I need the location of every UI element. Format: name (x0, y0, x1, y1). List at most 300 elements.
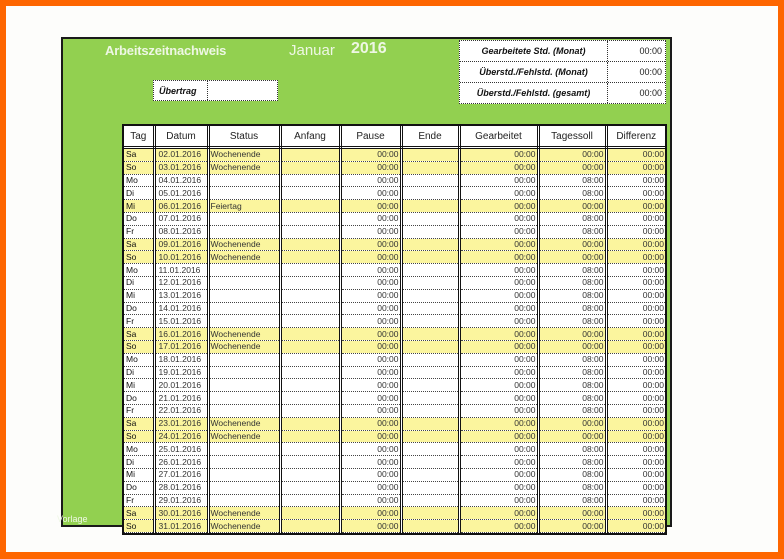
day-cell: Fr (124, 225, 154, 238)
pause-cell[interactable]: 00:00 (340, 238, 401, 251)
day-cell: Mo (124, 353, 154, 366)
start-time-cell[interactable] (280, 264, 340, 277)
start-time-cell[interactable] (280, 520, 340, 533)
status-cell[interactable]: Wochenende (208, 340, 280, 353)
page-background (6, 6, 778, 552)
target-cell: 08:00 (538, 289, 606, 302)
day-cell: Mi (124, 379, 154, 392)
day-cell: Mo (124, 174, 154, 187)
table-row (124, 212, 665, 225)
pause-cell[interactable]: 00:00 (340, 289, 401, 302)
pause-cell[interactable]: 00:00 (340, 404, 401, 417)
target-cell: 08:00 (538, 174, 606, 187)
difference-cell: 00:00 (606, 174, 665, 187)
worked-cell: 00:00 (459, 238, 538, 251)
status-cell[interactable]: Wochenende (208, 507, 280, 520)
start-time-cell[interactable] (280, 404, 340, 417)
pause-cell[interactable]: 00:00 (340, 315, 401, 328)
day-cell: So (124, 430, 154, 443)
footer-watermark: Vorlage (57, 514, 88, 524)
sheet-title: Arbeitszeitnachweis (105, 43, 227, 58)
start-time-cell[interactable] (280, 200, 340, 213)
end-time-cell[interactable] (401, 200, 459, 213)
column-header-differenz: Differenz (606, 126, 665, 148)
start-time-cell[interactable] (280, 238, 340, 251)
end-time-cell[interactable] (401, 507, 459, 520)
difference-cell: 00:00 (606, 148, 665, 162)
table-row (124, 161, 665, 174)
status-cell[interactable] (208, 187, 280, 200)
column-header-tag: Tag (124, 126, 154, 148)
start-time-cell[interactable] (280, 366, 340, 379)
table-row (124, 430, 665, 443)
start-time-cell[interactable] (280, 148, 340, 162)
date-cell: 26.01.2016 (154, 456, 208, 469)
status-cell[interactable] (208, 481, 280, 494)
table-row (124, 494, 665, 507)
table-row (124, 264, 665, 277)
target-cell: 00:00 (538, 417, 606, 430)
end-time-cell[interactable] (401, 187, 459, 200)
target-cell: 08:00 (538, 392, 606, 405)
timesheet (57, 37, 672, 531)
target-cell: 08:00 (538, 225, 606, 238)
start-time-cell[interactable] (280, 392, 340, 405)
worked-cell: 00:00 (459, 353, 538, 366)
date-cell: 08.01.2016 (154, 225, 208, 238)
worked-cell: 00:00 (459, 225, 538, 238)
target-cell: 08:00 (538, 366, 606, 379)
day-cell: Fr (124, 315, 154, 328)
status-cell[interactable]: Wochenende (208, 148, 280, 162)
start-time-cell[interactable] (280, 507, 340, 520)
date-cell: 14.01.2016 (154, 302, 208, 315)
target-cell: 08:00 (538, 404, 606, 417)
target-cell: 00:00 (538, 161, 606, 174)
start-time-cell[interactable] (280, 315, 340, 328)
start-time-cell[interactable] (280, 161, 340, 174)
pause-cell[interactable]: 00:00 (340, 481, 401, 494)
worked-cell: 00:00 (459, 161, 538, 174)
table-row (124, 148, 665, 162)
status-cell[interactable] (208, 315, 280, 328)
worked-cell: 00:00 (459, 276, 538, 289)
day-cell: Mi (124, 289, 154, 302)
summary-value[interactable]: 00:00 (639, 88, 662, 98)
table-row (124, 417, 665, 430)
date-cell: 12.01.2016 (154, 276, 208, 289)
worked-cell: 00:00 (459, 200, 538, 213)
pause-cell[interactable]: 00:00 (340, 302, 401, 315)
difference-cell: 00:00 (606, 315, 665, 328)
day-cell: So (124, 161, 154, 174)
day-cell: Sa (124, 417, 154, 430)
pause-cell[interactable]: 00:00 (340, 340, 401, 353)
difference-cell: 00:00 (606, 456, 665, 469)
difference-cell: 00:00 (606, 187, 665, 200)
status-cell[interactable] (208, 302, 280, 315)
start-time-cell[interactable] (280, 174, 340, 187)
start-time-cell[interactable] (280, 443, 340, 456)
end-time-cell[interactable] (401, 404, 459, 417)
end-time-cell[interactable] (401, 468, 459, 481)
status-cell[interactable]: Wochenende (208, 520, 280, 533)
day-cell: Do (124, 302, 154, 315)
start-time-cell[interactable] (280, 379, 340, 392)
worked-cell: 00:00 (459, 430, 538, 443)
table-row (124, 289, 665, 302)
difference-cell: 00:00 (606, 289, 665, 302)
date-cell: 04.01.2016 (154, 174, 208, 187)
status-cell[interactable] (208, 379, 280, 392)
status-cell[interactable] (208, 443, 280, 456)
day-cell: Di (124, 187, 154, 200)
table-row (124, 392, 665, 405)
pause-cell[interactable]: 00:00 (340, 251, 401, 264)
worked-cell: 00:00 (459, 289, 538, 302)
worked-cell: 00:00 (459, 443, 538, 456)
status-cell[interactable] (208, 174, 280, 187)
start-time-cell[interactable] (280, 212, 340, 225)
status-cell[interactable] (208, 225, 280, 238)
end-time-cell[interactable] (401, 174, 459, 187)
target-cell: 08:00 (538, 264, 606, 277)
date-cell: 02.01.2016 (154, 148, 208, 162)
table-row (124, 366, 665, 379)
end-time-cell[interactable] (401, 315, 459, 328)
target-cell: 08:00 (538, 353, 606, 366)
status-cell[interactable]: Wochenende (208, 238, 280, 251)
date-cell: 16.01.2016 (154, 328, 208, 341)
difference-cell: 00:00 (606, 481, 665, 494)
pause-cell[interactable]: 00:00 (340, 200, 401, 213)
day-cell: Do (124, 481, 154, 494)
month-label: Januar (289, 42, 335, 59)
table-row (124, 379, 665, 392)
difference-cell: 00:00 (606, 430, 665, 443)
pause-cell[interactable]: 00:00 (340, 187, 401, 200)
status-cell[interactable]: Feiertag (208, 200, 280, 213)
date-cell: 28.01.2016 (154, 481, 208, 494)
start-time-cell[interactable] (280, 328, 340, 341)
date-cell: 13.01.2016 (154, 289, 208, 302)
target-cell: 00:00 (538, 520, 606, 533)
difference-cell: 00:00 (606, 200, 665, 213)
pause-cell[interactable]: 00:00 (340, 174, 401, 187)
start-time-cell[interactable] (280, 340, 340, 353)
end-time-cell[interactable] (401, 264, 459, 277)
status-cell[interactable] (208, 264, 280, 277)
worked-cell: 00:00 (459, 264, 538, 277)
difference-cell: 00:00 (606, 392, 665, 405)
status-cell[interactable] (208, 353, 280, 366)
end-time-cell[interactable] (401, 328, 459, 341)
target-cell: 08:00 (538, 302, 606, 315)
day-cell: Sa (124, 148, 154, 162)
pause-cell[interactable]: 00:00 (340, 366, 401, 379)
table-row (124, 238, 665, 251)
day-cell: Mo (124, 443, 154, 456)
summary-value[interactable]: 00:00 (639, 67, 662, 77)
day-cell: Sa (124, 238, 154, 251)
start-time-cell[interactable] (280, 187, 340, 200)
end-time-cell[interactable] (401, 456, 459, 469)
pause-cell[interactable]: 00:00 (340, 392, 401, 405)
date-cell: 25.01.2016 (154, 443, 208, 456)
target-cell: 00:00 (538, 328, 606, 341)
end-time-cell[interactable] (401, 251, 459, 264)
date-cell: 24.01.2016 (154, 430, 208, 443)
start-time-cell[interactable] (280, 456, 340, 469)
pause-cell[interactable]: 00:00 (340, 494, 401, 507)
end-time-cell[interactable] (401, 379, 459, 392)
pause-cell[interactable]: 00:00 (340, 353, 401, 366)
day-cell: Mi (124, 468, 154, 481)
day-cell: Di (124, 456, 154, 469)
target-cell: 00:00 (538, 430, 606, 443)
date-cell: 03.01.2016 (154, 161, 208, 174)
target-cell: 08:00 (538, 468, 606, 481)
table-row (124, 340, 665, 353)
pause-cell[interactable]: 00:00 (340, 417, 401, 430)
start-time-cell[interactable] (280, 430, 340, 443)
status-cell[interactable]: Wochenende (208, 417, 280, 430)
pause-cell[interactable]: 00:00 (340, 456, 401, 469)
date-cell: 17.01.2016 (154, 340, 208, 353)
end-time-cell[interactable] (401, 494, 459, 507)
worked-cell: 00:00 (459, 494, 538, 507)
difference-cell: 00:00 (606, 379, 665, 392)
summary-box (459, 40, 666, 104)
difference-cell: 00:00 (606, 225, 665, 238)
carryover-box (153, 80, 278, 101)
table-row (124, 174, 665, 187)
summary-value[interactable]: 00:00 (639, 46, 662, 56)
start-time-cell[interactable] (280, 251, 340, 264)
start-time-cell[interactable] (280, 276, 340, 289)
difference-cell: 00:00 (606, 251, 665, 264)
end-time-cell[interactable] (401, 430, 459, 443)
day-cell: Do (124, 392, 154, 405)
day-cell: Di (124, 366, 154, 379)
column-header-status: Status (208, 126, 280, 148)
day-cell: Di (124, 276, 154, 289)
carryover-value-cell[interactable] (208, 81, 277, 100)
time-table (122, 124, 667, 535)
status-cell[interactable] (208, 404, 280, 417)
difference-cell: 00:00 (606, 404, 665, 417)
status-cell[interactable] (208, 468, 280, 481)
worked-cell: 00:00 (459, 340, 538, 353)
pause-cell[interactable]: 00:00 (340, 328, 401, 341)
target-cell: 08:00 (538, 443, 606, 456)
date-cell: 29.01.2016 (154, 494, 208, 507)
difference-cell: 00:00 (606, 340, 665, 353)
summary-row-overtime-total (460, 83, 665, 103)
date-cell: 05.01.2016 (154, 187, 208, 200)
date-cell: 18.01.2016 (154, 353, 208, 366)
status-cell[interactable]: Wochenende (208, 251, 280, 264)
end-time-cell[interactable] (401, 481, 459, 494)
pause-cell[interactable]: 00:00 (340, 161, 401, 174)
status-cell[interactable] (208, 366, 280, 379)
target-cell: 08:00 (538, 481, 606, 494)
status-cell[interactable]: Wochenende (208, 161, 280, 174)
table-row (124, 353, 665, 366)
status-cell[interactable]: Wochenende (208, 430, 280, 443)
difference-cell: 00:00 (606, 468, 665, 481)
status-cell[interactable] (208, 276, 280, 289)
worked-cell: 00:00 (459, 392, 538, 405)
target-cell: 08:00 (538, 276, 606, 289)
carryover-label: Übertrag (154, 81, 208, 100)
table-row (124, 302, 665, 315)
target-cell: 00:00 (538, 251, 606, 264)
start-time-cell[interactable] (280, 353, 340, 366)
column-header-ende: Ende (401, 126, 459, 148)
worked-cell: 00:00 (459, 379, 538, 392)
worked-cell: 00:00 (459, 404, 538, 417)
end-time-cell[interactable] (401, 520, 459, 533)
start-time-cell[interactable] (280, 289, 340, 302)
end-time-cell[interactable] (401, 161, 459, 174)
summary-label: Gearbeitete Std. (Monat) (460, 41, 608, 61)
start-time-cell[interactable] (280, 302, 340, 315)
end-time-cell[interactable] (401, 148, 459, 162)
pause-cell[interactable]: 00:00 (340, 520, 401, 533)
worked-cell: 00:00 (459, 187, 538, 200)
difference-cell: 00:00 (606, 443, 665, 456)
date-cell: 20.01.2016 (154, 379, 208, 392)
pause-cell[interactable]: 00:00 (340, 212, 401, 225)
date-cell: 06.01.2016 (154, 200, 208, 213)
end-time-cell[interactable] (401, 340, 459, 353)
target-cell: 08:00 (538, 187, 606, 200)
difference-cell: 00:00 (606, 264, 665, 277)
pause-cell[interactable]: 00:00 (340, 430, 401, 443)
table-row (124, 507, 665, 520)
status-cell[interactable] (208, 289, 280, 302)
column-header-tagessoll: Tagessoll (538, 126, 606, 148)
column-header-anfang: Anfang (280, 126, 340, 148)
column-header-gearbeitet: Gearbeitet (459, 126, 538, 148)
end-time-cell[interactable] (401, 302, 459, 315)
pause-cell[interactable]: 00:00 (340, 264, 401, 277)
difference-cell: 00:00 (606, 212, 665, 225)
end-time-cell[interactable] (401, 276, 459, 289)
start-time-cell[interactable] (280, 481, 340, 494)
day-cell: Fr (124, 494, 154, 507)
end-time-cell[interactable] (401, 289, 459, 302)
end-time-cell[interactable] (401, 366, 459, 379)
column-header-datum: Datum (154, 126, 208, 148)
date-cell: 19.01.2016 (154, 366, 208, 379)
worked-cell: 00:00 (459, 507, 538, 520)
status-cell[interactable]: Wochenende (208, 328, 280, 341)
status-cell[interactable] (208, 494, 280, 507)
start-time-cell[interactable] (280, 417, 340, 430)
end-time-cell[interactable] (401, 392, 459, 405)
worked-cell: 00:00 (459, 315, 538, 328)
difference-cell: 00:00 (606, 494, 665, 507)
end-time-cell[interactable] (401, 238, 459, 251)
pause-cell[interactable]: 00:00 (340, 379, 401, 392)
table-row (124, 328, 665, 341)
pause-cell[interactable]: 00:00 (340, 468, 401, 481)
end-time-cell[interactable] (401, 212, 459, 225)
target-cell: 00:00 (538, 200, 606, 213)
worked-cell: 00:00 (459, 366, 538, 379)
pause-cell[interactable]: 00:00 (340, 276, 401, 289)
date-cell: 31.01.2016 (154, 520, 208, 533)
end-time-cell[interactable] (401, 443, 459, 456)
start-time-cell[interactable] (280, 468, 340, 481)
start-time-cell[interactable] (280, 225, 340, 238)
worked-cell: 00:00 (459, 328, 538, 341)
end-time-cell[interactable] (401, 225, 459, 238)
pause-cell[interactable]: 00:00 (340, 507, 401, 520)
status-cell[interactable] (208, 456, 280, 469)
day-cell: So (124, 251, 154, 264)
worked-cell: 00:00 (459, 251, 538, 264)
day-cell: So (124, 340, 154, 353)
worked-cell: 00:00 (459, 302, 538, 315)
target-cell: 00:00 (538, 340, 606, 353)
target-cell: 00:00 (538, 507, 606, 520)
end-time-cell[interactable] (401, 353, 459, 366)
date-cell: 07.01.2016 (154, 212, 208, 225)
difference-cell: 00:00 (606, 238, 665, 251)
column-header-pause: Pause (340, 126, 401, 148)
start-time-cell[interactable] (280, 494, 340, 507)
target-cell: 08:00 (538, 212, 606, 225)
date-cell: 23.01.2016 (154, 417, 208, 430)
table-row (124, 276, 665, 289)
table-row (124, 456, 665, 469)
status-cell[interactable] (208, 392, 280, 405)
end-time-cell[interactable] (401, 417, 459, 430)
day-cell: Mo (124, 264, 154, 277)
worked-cell: 00:00 (459, 174, 538, 187)
target-cell: 00:00 (538, 238, 606, 251)
table-row (124, 315, 665, 328)
status-cell[interactable] (208, 212, 280, 225)
table-row (124, 225, 665, 238)
day-cell: Do (124, 212, 154, 225)
date-cell: 22.01.2016 (154, 404, 208, 417)
difference-cell: 00:00 (606, 328, 665, 341)
day-cell: Mi (124, 200, 154, 213)
difference-cell: 00:00 (606, 276, 665, 289)
date-cell: 30.01.2016 (154, 507, 208, 520)
day-cell: Sa (124, 328, 154, 341)
table-row (124, 520, 665, 533)
pause-cell[interactable]: 00:00 (340, 148, 401, 162)
date-cell: 27.01.2016 (154, 468, 208, 481)
table-row (124, 187, 665, 200)
table-row (124, 251, 665, 264)
difference-cell: 00:00 (606, 520, 665, 533)
target-cell: 08:00 (538, 494, 606, 507)
target-cell: 08:00 (538, 379, 606, 392)
pause-cell[interactable]: 00:00 (340, 443, 401, 456)
worked-cell: 00:00 (459, 520, 538, 533)
pause-cell[interactable]: 00:00 (340, 225, 401, 238)
difference-cell: 00:00 (606, 302, 665, 315)
day-cell: Sa (124, 507, 154, 520)
summary-row-overtime-month (460, 62, 665, 83)
table-row (124, 468, 665, 481)
